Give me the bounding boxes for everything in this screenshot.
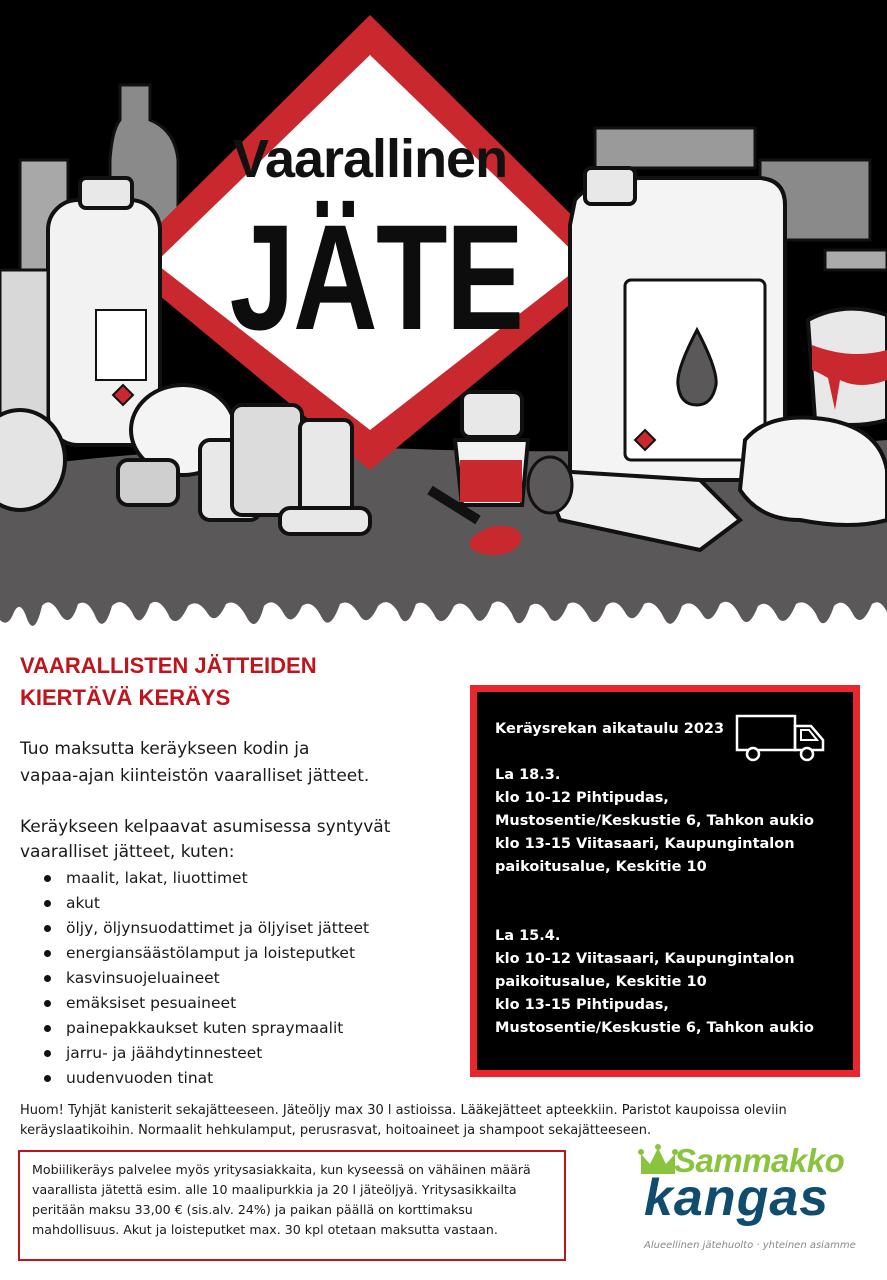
schedule-line: klo 13-15 Pihtipudas,: [495, 997, 669, 1013]
business-line: mahdollisuus. Akut ja loisteputket max. 30 kpl otetaan maksutta vastaan.: [32, 1222, 498, 1237]
note-line-2: keräyslaatikoihin. Normaalit hehkulamput, perusrasvat, hoitoaineet ja shampoot sekajätteeseen.: [20, 1123, 652, 1138]
intro-line-1: Tuo maksutta keräykseen kodin ja: [20, 739, 310, 759]
schedule-line: klo 13-15 Viitasaari, Kaupungintalon: [495, 836, 795, 852]
eligible-text: [20, 815, 450, 865]
schedule-title: Keräysrekan aikataulu 2023: [495, 721, 725, 737]
note-text: [20, 1101, 870, 1141]
truck-icon: [735, 712, 827, 762]
logo-text-bottom: kangas: [644, 1169, 830, 1227]
list-item: kasvinsuojeluaineet: [66, 966, 369, 991]
eligible-waste-list: [20, 866, 369, 1091]
eligible-line-2: vaaralliset jätteet, kuten:: [20, 842, 235, 862]
eligible-line-1: Keräykseen kelpaavat asumisessa syntyvät: [20, 817, 391, 837]
schedule-line: paikoitusalue, Keskitie 10: [495, 859, 707, 875]
list-item: öljy, öljynsuodattimet ja öljyiset jätteet: [66, 916, 369, 941]
sammakkokangas-logo: [636, 1140, 876, 1260]
schedule-line: La 18.3.: [495, 767, 561, 783]
schedule-line: klo 10-12 Viitasaari, Kaupungintalon: [495, 951, 795, 967]
heading-line-1: VAARALLISTEN JÄTTEIDEN: [20, 653, 317, 678]
business-line: vaarallista jätettä esim. alle 10 maalipurkkia ja 20 l jäteöljyä. Yritysasikkailta: [32, 1182, 517, 1197]
schedule-line: Mustosentie/Keskustie 6, Tahkon aukio: [495, 813, 814, 829]
hero-title-main: JÄTE: [229, 193, 523, 361]
list-item: jarru- ja jäähdytinnesteet: [66, 1041, 369, 1066]
schedule-line: La 15.4.: [495, 928, 561, 944]
intro-text: [20, 736, 450, 790]
schedule-block-2: [495, 925, 837, 1040]
schedule-panel: [477, 692, 853, 1070]
list-item: maalit, lakat, liuottimet: [66, 866, 369, 891]
collection-heading: [20, 650, 317, 714]
schedule-line: klo 10-12 Pihtipudas,: [495, 790, 669, 806]
schedule-line: paikoitusalue, Keskitie 10: [495, 974, 707, 990]
business-info-box: [18, 1150, 566, 1261]
list-item: emäksiset pesuaineet: [66, 991, 369, 1016]
list-item: painepakkaukset kuten spraymaalit: [66, 1016, 369, 1041]
business-line: peritään maksu 33,00 € (sis.alv. 24%) ja paikan päällä on korttimaksu: [32, 1202, 473, 1217]
schedule-box: [470, 685, 860, 1077]
schedule-block-1: [495, 764, 837, 879]
note-line-1: Huom! Tyhjät kanisterit sekajätteeseen. Jäteöljy max 30 l astioissa. Lääkejätteet apteekkiin. Paristot kaupoissa oleviin: [20, 1103, 787, 1118]
hero-title-top: Vaarallinen: [232, 129, 508, 189]
heading-line-2: KIERTÄVÄ KERÄYS: [20, 685, 231, 710]
logo-text-top: Sammakko: [674, 1142, 845, 1179]
schedule-line: Mustosentie/Keskustie 6, Tahkon aukio: [495, 1020, 814, 1036]
intro-line-2: vapaa-ajan kiinteistön vaaralliset jätteet.: [20, 766, 370, 786]
list-item: uudenvuoden tinat: [66, 1066, 369, 1091]
logo-tagline: Alueellinen jätehuolto · yhteinen asiamme: [644, 1240, 856, 1251]
list-item: energiansäästölamput ja loisteputket: [66, 941, 369, 966]
list-item: akut: [66, 891, 369, 916]
business-line: Mobiilikeräys palvelee myös yritysasiakkaita, kun kyseessä on vähäinen määrä: [32, 1162, 531, 1177]
